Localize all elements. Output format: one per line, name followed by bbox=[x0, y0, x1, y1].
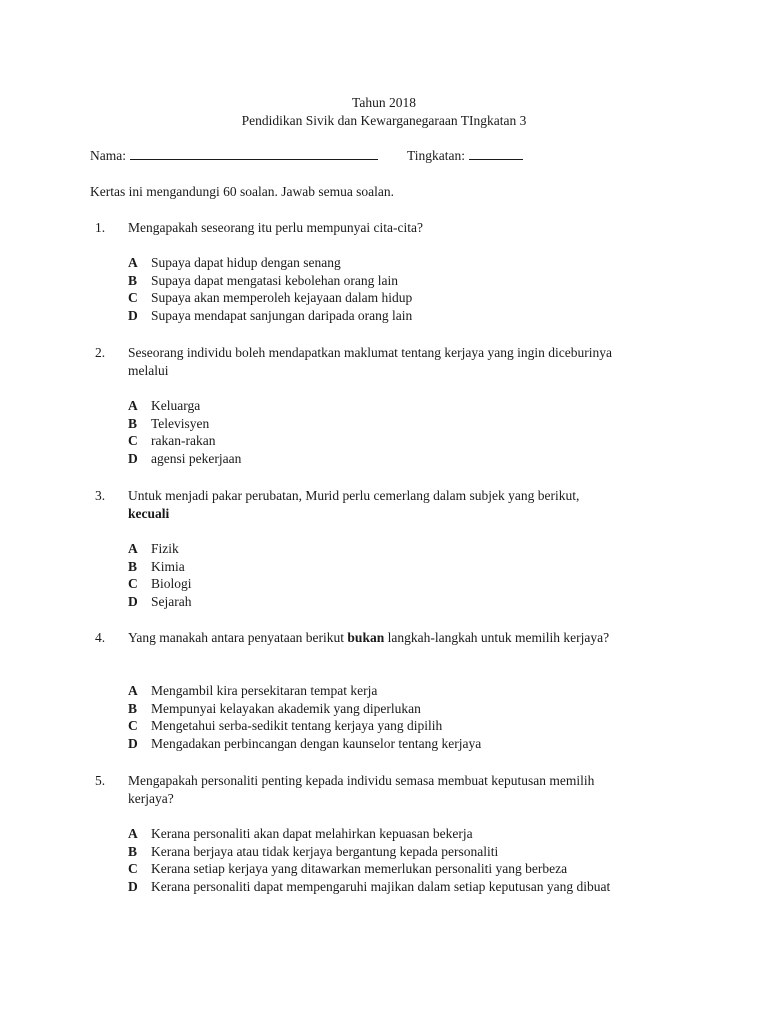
option-letter: A bbox=[128, 541, 138, 556]
exam-subject: Pendidikan Sivik dan Kewarganegaraan TIngkatan 3 bbox=[241, 113, 527, 128]
option-text: Supaya akan memperoleh kejayaan dalam hidup bbox=[151, 290, 413, 305]
question-text: Seseorang individu boleh mendapatkan maklumat tentang kerjaya yang ingin diceburinya melalui bbox=[128, 345, 612, 378]
question-text-part: Yang manakah antara penyataan berikut bbox=[128, 630, 345, 645]
option-text: Keluarga bbox=[151, 398, 201, 413]
name-row bbox=[90, 147, 378, 165]
question-emphasis: kecuali bbox=[128, 505, 170, 521]
option-text: Kerana berjaya atau tidak kerjaya bergantung kepada personaliti bbox=[151, 843, 499, 859]
level-blank-line bbox=[469, 147, 523, 160]
option-letter: C bbox=[128, 433, 138, 448]
question-number: 5. bbox=[95, 773, 106, 788]
option-text: Mengambil kira persekitaran tempat kerja bbox=[151, 683, 378, 698]
question-number: 3. bbox=[95, 488, 106, 503]
option-text: Kerana personaliti dapat mempengaruhi majikan dalam setiap keputusan yang dibuat bbox=[151, 878, 611, 894]
option-letter: B bbox=[128, 700, 138, 716]
option-letter: C bbox=[128, 718, 138, 733]
option-letter: D bbox=[128, 878, 138, 894]
option-letter: D bbox=[128, 307, 138, 323]
option-text: Kimia bbox=[151, 558, 185, 574]
option-letter: A bbox=[128, 683, 138, 698]
exam-year: Tahun 2018 bbox=[352, 95, 416, 110]
option-text: Kerana personaliti akan dapat melahirkan kepuasan bekerja bbox=[151, 826, 473, 841]
level-row bbox=[407, 147, 523, 165]
option-text: Mengadakan perbincangan dengan kaunselor tentang kerjaya bbox=[151, 735, 482, 751]
option-letter: C bbox=[128, 290, 138, 305]
option-letter: B bbox=[128, 558, 138, 574]
option-text: Supaya dapat hidup dengan senang bbox=[151, 255, 341, 270]
question-text: Mengapakah seseorang itu perlu mempunyai cita-cita? bbox=[128, 220, 424, 235]
option-text: Biologi bbox=[151, 576, 192, 591]
option-letter: B bbox=[128, 843, 138, 859]
question-text-line: Untuk menjadi pakar perubatan, Murid perlu cemerlang dalam subjek yang berikut, bbox=[128, 488, 580, 503]
question-text: Mengapakah personaliti penting kepada individu semasa membuat keputusan memilih kerjaya? bbox=[128, 773, 595, 806]
option-text: Kerana setiap kerjaya yang ditawarkan memerlukan personaliti yang berbeza bbox=[151, 861, 568, 876]
question-number: 2. bbox=[95, 345, 106, 360]
instructions: Kertas ini mengandungi 60 soalan. Jawab semua soalan. bbox=[90, 184, 395, 199]
option-text: rakan-rakan bbox=[151, 433, 216, 448]
option-text: Sejarah bbox=[151, 593, 192, 609]
option-letter: C bbox=[128, 576, 138, 591]
option-letter: D bbox=[128, 450, 138, 466]
option-text: Mengetahui serba-sedikit tentang kerjaya yang dipilih bbox=[151, 718, 443, 733]
question-number: 4. bbox=[95, 630, 106, 645]
option-letter: B bbox=[128, 272, 138, 288]
question-emphasis: bukan bbox=[347, 630, 385, 645]
option-text: Supaya mendapat sanjungan daripada orang lain bbox=[151, 307, 413, 323]
question-text bbox=[128, 487, 648, 522]
option-text: agensi pekerjaan bbox=[151, 450, 242, 466]
option-text: Fizik bbox=[151, 541, 179, 556]
question-number: 1. bbox=[95, 220, 106, 235]
option-letter: A bbox=[128, 398, 138, 413]
option-letter: A bbox=[128, 826, 138, 841]
option-letter: A bbox=[128, 255, 138, 270]
question-text-part: langkah-langkah untuk memilih kerjaya? bbox=[387, 630, 610, 645]
option-letter: D bbox=[128, 735, 138, 751]
question-text bbox=[128, 629, 628, 647]
option-letter: B bbox=[128, 415, 138, 431]
option-text: Supaya dapat mengatasi kebolehan orang lain bbox=[151, 272, 399, 288]
option-text: Mempunyai kelayakan akademik yang diperlukan bbox=[151, 700, 421, 716]
level-label: Tingkatan: bbox=[407, 148, 466, 163]
name-blank-line bbox=[130, 147, 378, 160]
option-letter: D bbox=[128, 593, 138, 609]
option-text: Televisyen bbox=[151, 415, 210, 431]
option-letter: C bbox=[128, 861, 138, 876]
name-label: Nama: bbox=[90, 148, 126, 163]
